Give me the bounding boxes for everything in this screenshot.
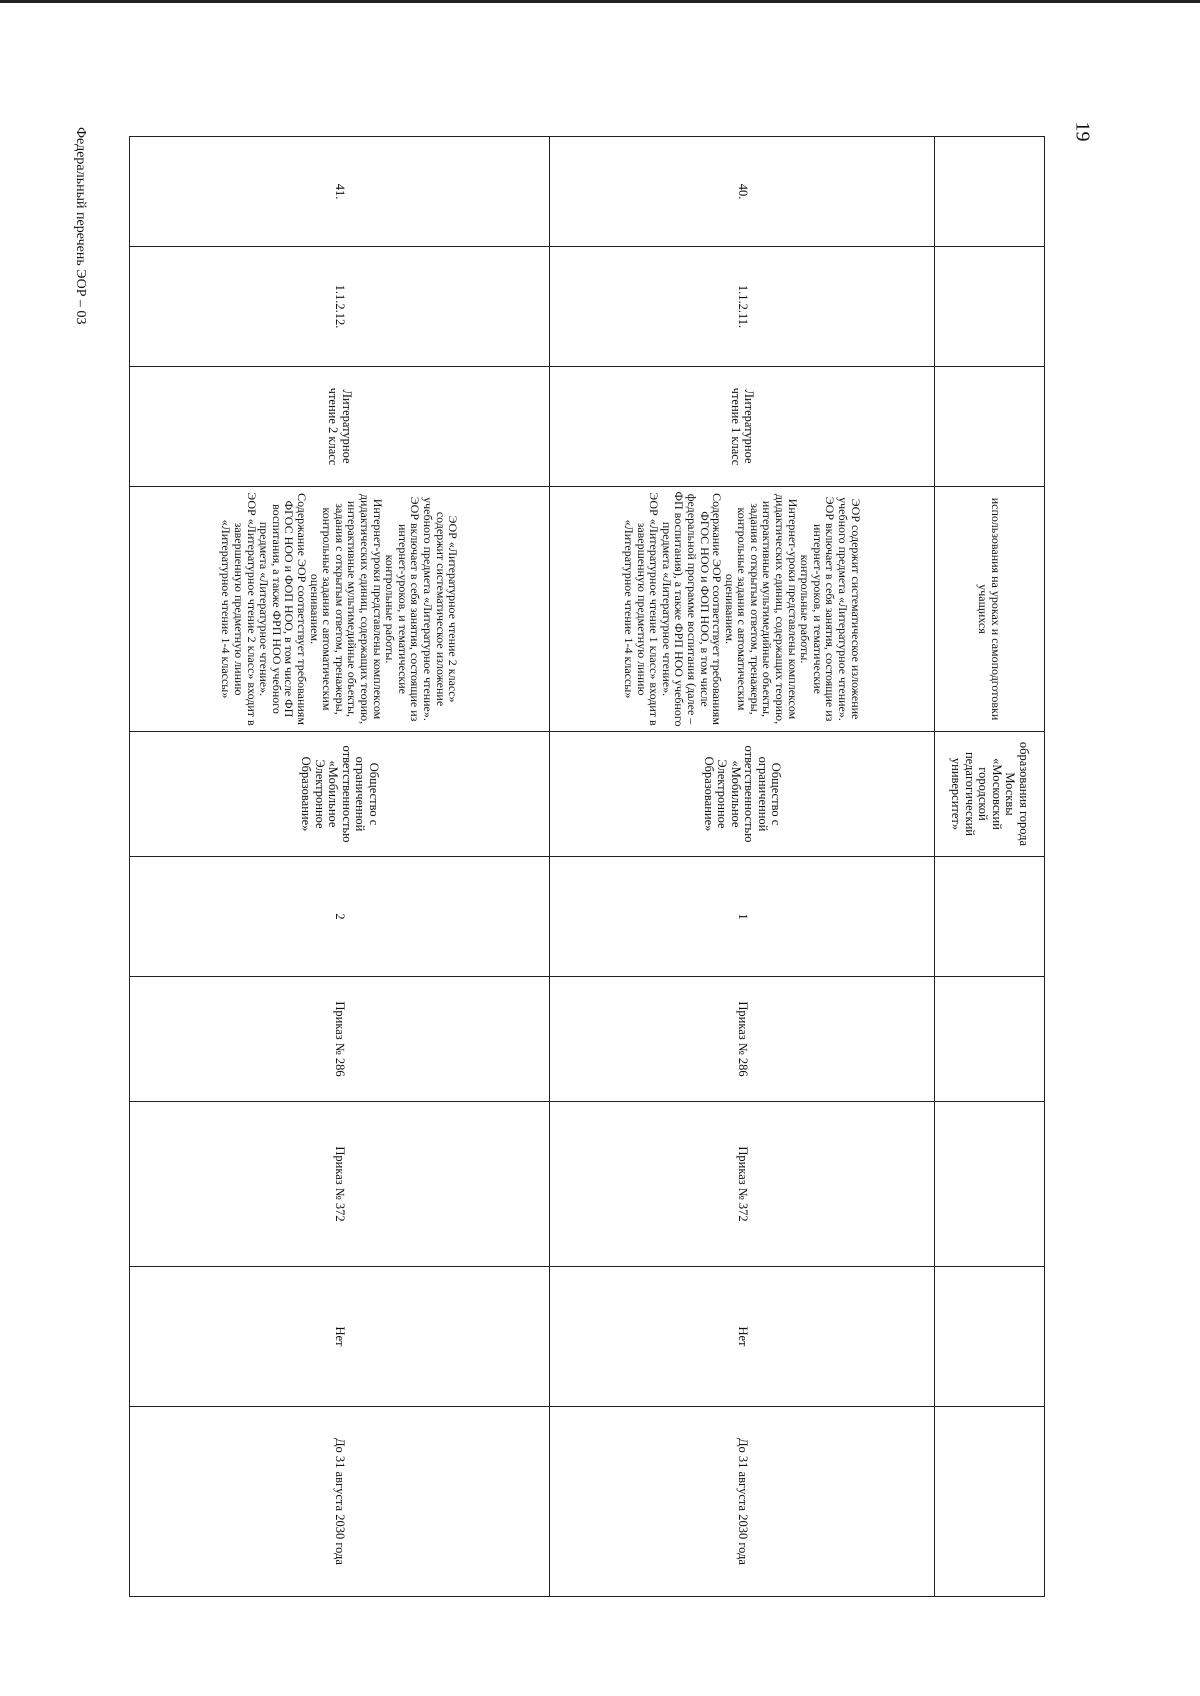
cell-count-prev <box>935 857 1045 977</box>
cell-period: До 31 августа 2030 года <box>130 1407 550 1597</box>
cell-period-prev <box>935 1407 1045 1597</box>
description-paragraph: ЭОР «Литературное чтение 2 класс» входит в завершенную предметную линию «Литературное чтение 1-4 классы» <box>219 492 259 726</box>
cell-count: 2 <box>130 857 550 977</box>
cell-order1: Приказ № 286 <box>550 977 935 1102</box>
cell-name: Литературное чтение 1 класс <box>550 367 935 487</box>
cell-order1-prev <box>935 977 1045 1102</box>
cell-description-prev: использования на уроках и самоподготовки учащихся <box>935 487 1045 732</box>
eor-list-table <box>129 136 1045 1597</box>
cell-name-prev <box>935 367 1045 487</box>
cell-count: 1 <box>550 857 935 977</box>
description-paragraph: ЭОР «Литературное чтение 1 класс» входит в завершенную предметную линию «Литературное чтение 1-4 классы» <box>621 492 662 726</box>
cell-developer: Общество с ограниченной ответственностью «Мобильное Электронное Образование» <box>130 732 550 857</box>
cell-description <box>550 487 935 732</box>
footer-label: Федеральный перечень ЭОР – 03 <box>73 127 88 325</box>
cell-flag-prev <box>935 1267 1045 1407</box>
cell-num: 40. <box>550 137 935 247</box>
cell-period: До 31 августа 2030 года <box>550 1407 935 1597</box>
description-paragraph: Содержание ЭОР соответствует требованиям ФГОС НОО и ФОП НОО, в том числе федеральной программе воспитания (далее – ФП воспитания), а также ФРП НОО учебного предмета «Литературное чтение». <box>659 491 725 727</box>
cell-code-prev <box>935 247 1045 367</box>
description-paragraph: ЭОР «Литературное чтение 2 класс» содержит систематическое изложение учебного предмета «Литературное чтение». ЭОР включает в себя занятия, состоящие из интернет-уроков, и тематические контрольные работы. <box>383 496 461 722</box>
description-paragraph: Содержание ЭОР соответствует требованиям ФГОС НОО и ФОП НОО, в том числе ФП воспитания, а также ФРП НОО учебного предмета «Литературное чтение». <box>257 493 310 725</box>
table-row <box>130 137 550 1597</box>
page-number: 19 <box>1071 121 1094 142</box>
cell-order2: Приказ № 372 <box>130 1102 550 1267</box>
cell-num: 41. <box>130 137 550 247</box>
rotated-table-container <box>130 136 1045 1596</box>
cell-description <box>130 487 550 732</box>
cell-flag: Нет <box>130 1267 550 1407</box>
cell-developer: Общество с ограниченной ответственностью «Мобильное Электронное Образование» <box>550 732 935 857</box>
cell-num-prev <box>935 137 1045 247</box>
table-row-continued <box>935 137 1045 1597</box>
cell-flag: Нет <box>550 1267 935 1407</box>
cell-code: 1.1.2.12. <box>130 247 550 367</box>
cell-order2: Приказ № 372 <box>550 1102 935 1267</box>
table-row <box>550 137 935 1597</box>
cell-order2-prev <box>935 1102 1045 1267</box>
description-paragraph: Интернет-уроки представлены комплексом дидактических единиц, содержащих теорию, интерактивные мультимедийные объекты, задания с открытым ответом, тренажеры, контрольные задания с автоматическим оцениванием. <box>722 493 800 725</box>
cell-code: 1.1.2.11. <box>550 247 935 367</box>
description-paragraph: ЭОР содержит систематическое изложение учебного предмета «Литературное чтение». ЭОР включает в себя занятия, состоящие из интернет-уроков, и тематические контрольные работы. <box>798 496 863 722</box>
scan-edge-line <box>0 0 1200 3</box>
description-paragraph: Интернет-уроки представлены комплексом дидактических единиц, содержащих теорию, интерактивные мультимедийные объекты, задания с открытым ответом, тренажеры, контрольные задания с автоматическим оцениванием. <box>307 493 385 725</box>
cell-order1: Приказ № 286 <box>130 977 550 1102</box>
cell-developer-prev: образования города Москвы «Московский городской педагогический университет» <box>935 732 1045 857</box>
cell-name: Литературное чтение 2 класс <box>130 367 550 487</box>
